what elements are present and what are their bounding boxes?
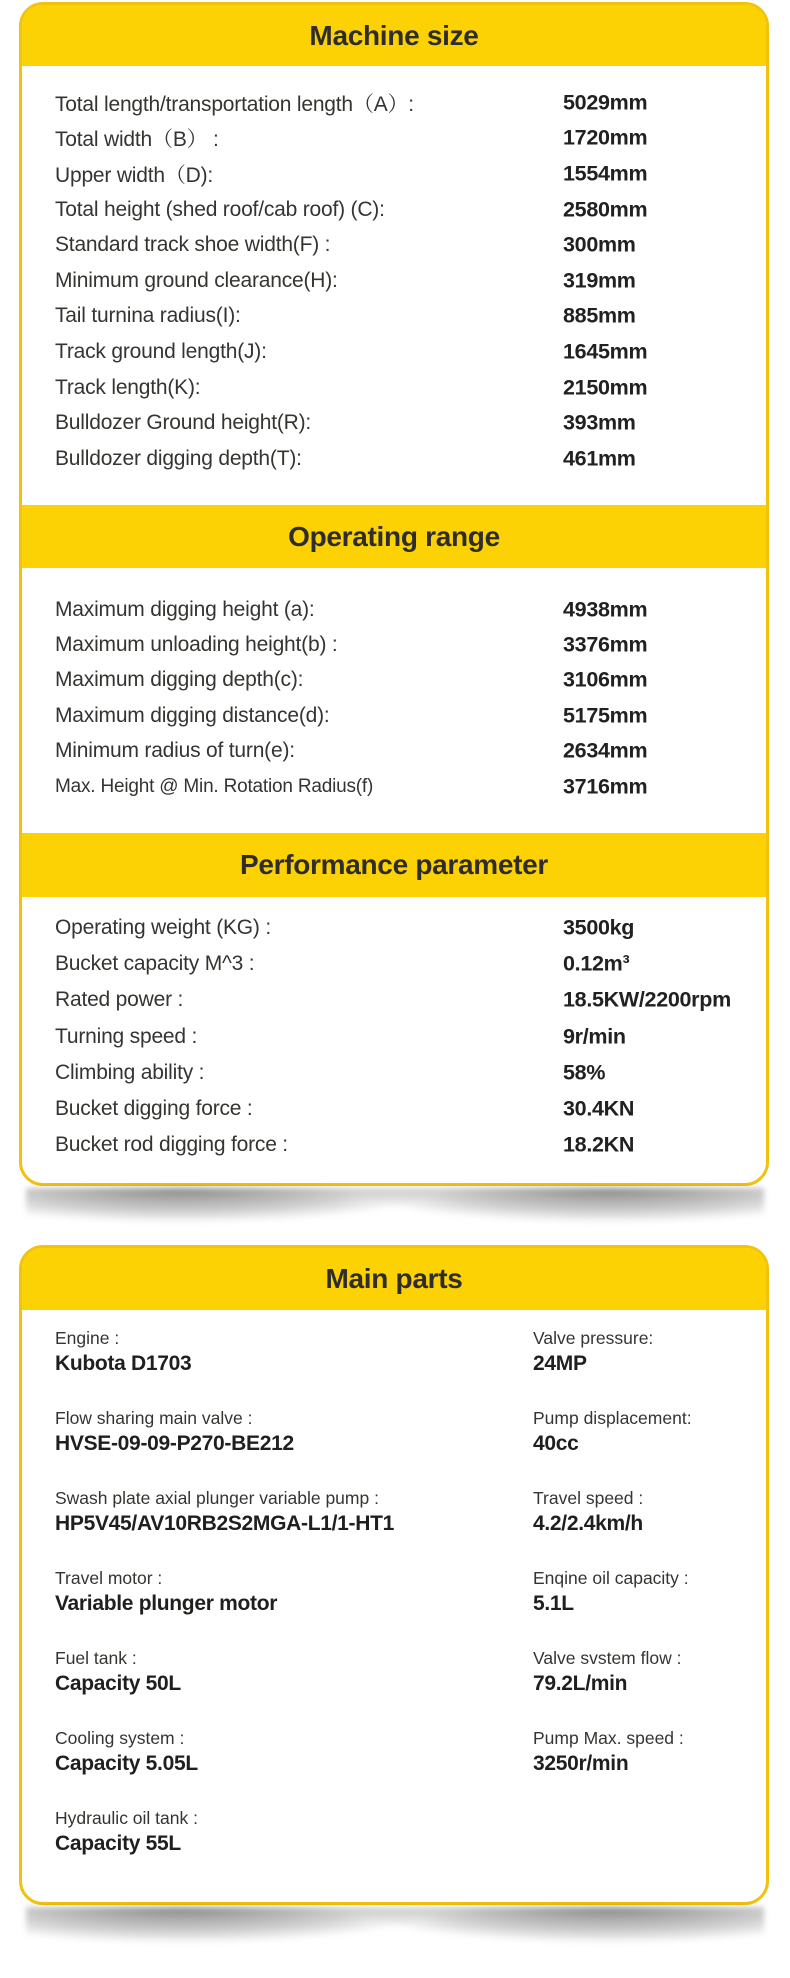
part-value: Capacity 55L — [55, 1832, 181, 1855]
section-header-main-parts — [22, 1248, 766, 1310]
spec-label: Bucket capacity M^3 : — [55, 952, 255, 976]
spec-card — [19, 2, 769, 1186]
spec-label: Maximum unloading height(b) : — [55, 633, 338, 657]
card-bottom-shadow — [26, 1907, 764, 1959]
spec-row — [55, 334, 746, 370]
parts-card — [19, 1245, 769, 1905]
spec-value: 2150mm — [563, 375, 648, 400]
spec-row — [55, 227, 746, 263]
spec-row — [55, 121, 746, 157]
part-label: Engine : — [55, 1328, 120, 1348]
part-item — [55, 1482, 533, 1562]
spec-row — [55, 1127, 746, 1163]
performance-parameter-rows — [55, 910, 746, 1163]
spec-row — [55, 192, 746, 228]
part-item — [55, 1562, 533, 1642]
spec-row — [55, 910, 746, 946]
spec-value: 18.5KW/2200rpm — [563, 987, 731, 1012]
part-value: 4.2/2.4km/h — [533, 1512, 643, 1535]
spec-row — [55, 441, 746, 477]
spec-label: Total width（B） : — [55, 128, 219, 152]
part-label: Flow sharing main valve : — [55, 1408, 253, 1428]
part-label: Valve pressure: — [533, 1328, 654, 1348]
spec-row — [55, 263, 746, 299]
spec-row — [55, 627, 746, 662]
spec-label: Turning speed : — [55, 1024, 198, 1048]
part-label: Valve svstem flow : — [533, 1648, 682, 1668]
spec-value: 9r/min — [563, 1024, 626, 1049]
spec-row — [55, 405, 746, 441]
spec-row — [55, 698, 746, 733]
spec-row — [55, 1091, 746, 1127]
part-item — [533, 1322, 746, 1402]
spec-row — [55, 734, 746, 769]
part-item — [55, 1722, 533, 1802]
spec-row — [55, 156, 746, 192]
spec-row — [55, 1019, 746, 1055]
spec-value: 2634mm — [563, 738, 648, 763]
spec-value: 393mm — [563, 410, 636, 435]
spec-value: 885mm — [563, 303, 636, 328]
spec-value: 2580mm — [563, 197, 648, 222]
part-item — [533, 1722, 746, 1802]
spec-value: 3376mm — [563, 632, 648, 657]
part-label: Pump Max. speed : — [533, 1728, 684, 1748]
spec-value: 18.2KN — [563, 1132, 635, 1157]
part-value: Capacity 50L — [55, 1672, 181, 1695]
spec-row — [55, 982, 746, 1018]
section-title-performance-parameter: Performance parameter — [239, 849, 549, 880]
part-item-empty — [533, 1802, 746, 1882]
part-label: Enqine oil capacity : — [533, 1568, 689, 1588]
main-parts-grid — [55, 1322, 746, 1882]
part-label: Hydraulic oil tank : — [55, 1808, 198, 1828]
part-value: Capacity 5.05L — [55, 1752, 198, 1775]
machine-size-rows — [55, 85, 746, 477]
spec-label: Standard track shoe width(F) : — [55, 233, 331, 257]
spec-row — [55, 769, 746, 804]
spec-label: Total height (shed roof/cab roof) (C): — [55, 197, 385, 221]
part-item — [55, 1402, 533, 1482]
part-label: Fuel tank : — [55, 1648, 137, 1668]
section-header-performance-parameter — [22, 833, 766, 897]
spec-label: Climbing ability : — [55, 1060, 205, 1084]
section-header-machine-size — [22, 5, 766, 66]
part-value: 79.2L/min — [533, 1672, 628, 1695]
spec-label: Bulldozer Ground height(R): — [55, 411, 312, 435]
part-item — [533, 1642, 746, 1722]
part-value: 3250r/min — [533, 1752, 629, 1775]
spec-label: Minimum ground clearance(H): — [55, 268, 338, 292]
spec-row — [55, 85, 746, 121]
spec-label: Maximum digging depth(c): — [55, 668, 304, 692]
section-title-machine-size: Machine size — [309, 19, 479, 51]
part-item — [533, 1402, 746, 1482]
spec-value: 461mm — [563, 446, 636, 471]
spec-label: Bucket digging force : — [55, 1097, 253, 1121]
spec-value: 300mm — [563, 232, 636, 257]
spec-label: Minimum radius of turn(e): — [55, 739, 295, 763]
spec-row — [55, 370, 746, 406]
spec-value: 30.4KN — [563, 1096, 635, 1121]
part-item — [55, 1322, 533, 1402]
spec-label: Maximum digging distance(d): — [55, 703, 330, 727]
spec-label: Total length/transportation length（A）: — [55, 92, 414, 116]
spec-value: 4938mm — [563, 597, 648, 622]
spec-label: Tail turnina radius(I): — [55, 304, 241, 328]
spec-value: 1720mm — [563, 125, 648, 150]
spec-label: Track ground length(J): — [55, 339, 267, 363]
spec-value: 5029mm — [563, 90, 648, 115]
part-item — [533, 1562, 746, 1642]
card-bottom-shadow — [26, 1188, 764, 1238]
spec-label: Upper width（D): — [55, 163, 214, 187]
spec-row — [55, 299, 746, 335]
part-item — [55, 1642, 533, 1722]
spec-value: 3500kg — [563, 915, 635, 940]
part-label: Swash plate axial plunger variable pump : — [55, 1488, 379, 1508]
part-label: Pump displacement: — [533, 1408, 692, 1428]
spec-value: 5175mm — [563, 703, 648, 728]
section-title-operating-range: Operating range — [288, 520, 500, 552]
spec-value: 1645mm — [563, 339, 648, 364]
part-item — [533, 1482, 746, 1562]
operating-range-rows — [55, 592, 746, 804]
part-value: 5.1L — [533, 1592, 574, 1615]
spec-label: Rated power : — [55, 988, 184, 1012]
spec-value: 3716mm — [563, 774, 648, 799]
spec-value: 1554mm — [563, 161, 648, 186]
part-value: Kubota D1703 — [55, 1352, 192, 1375]
spec-value: 0.12m³ — [563, 951, 630, 976]
spec-label: Track length(K): — [55, 375, 201, 399]
spec-label: Maximum digging height (a): — [55, 597, 315, 621]
spec-row — [55, 592, 746, 627]
spec-label: Max. Height @ Min. Rotation Radius(f) — [55, 775, 374, 797]
part-value: HP5V45/AV10RB2S2MGA-L1/1-HT1 — [55, 1512, 394, 1535]
part-label: Travel motor : — [55, 1568, 163, 1588]
spec-label: Bulldozer digging depth(T): — [55, 446, 302, 470]
spec-label: Operating weight (KG) : — [55, 916, 271, 940]
spec-label: Bucket rod digging force : — [55, 1133, 288, 1157]
part-label: Cooling system : — [55, 1728, 185, 1748]
spec-row — [55, 663, 746, 698]
spec-value: 3106mm — [563, 667, 648, 692]
spec-value: 58% — [563, 1060, 606, 1085]
section-header-operating-range — [22, 505, 766, 568]
part-value: 24MP — [533, 1352, 587, 1375]
part-value: Variable plunger motor — [55, 1592, 278, 1615]
spec-row — [55, 946, 746, 982]
section-title-main-parts: Main parts — [325, 1263, 463, 1294]
spec-value: 319mm — [563, 268, 636, 293]
part-value: 40cc — [533, 1432, 579, 1455]
part-item — [55, 1802, 533, 1882]
part-value: HVSE-09-09-P270-BE212 — [55, 1432, 294, 1455]
spec-row — [55, 1055, 746, 1091]
part-label: Travel speed : — [533, 1488, 644, 1508]
